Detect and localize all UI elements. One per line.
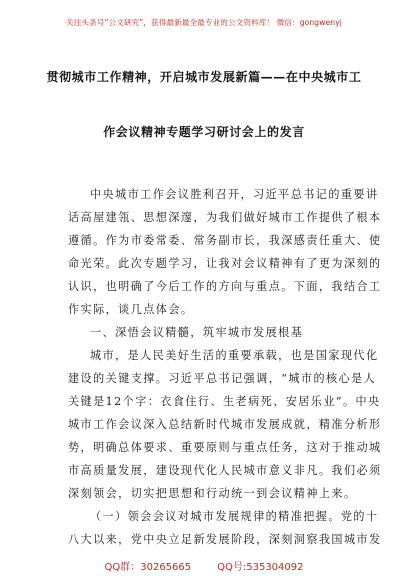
paragraph-line: 中央城市工作会议胜利召开，习近平总书记的重要讲 [90,188,379,201]
promo-text: 关注头条号“公文研究”，获得最新最全最专业的公文资料库！ 微信：gongwenyj [66,17,342,27]
paragraph-line: 深刻领会，切实把思想和行动统一到会议精神上来。 [68,487,357,500]
paragraph-line: 关键是12个字：衣食住行、生老病死、安居乐业”。中央 [68,395,381,408]
paragraph-line: 城市，是人民美好生活的重要承载，也是国家现代化 [90,349,379,362]
paragraph-line: 话高屋建瓴、思想深邃，为我们做好城市工作提供了根本 [68,211,382,224]
qq-group-text: QQ群：30265665 [104,562,192,573]
footer-banner [0,558,408,574]
document-title-line-2: 作会议精神专题学习研讨会上的发言 [103,125,305,139]
section-heading: 一、深悟会议精髓，筑牢城市发展根基 [90,326,304,339]
document-title-line-1: 贯彻城市工作精神，开启城市发展新篇——在中央城市工 [46,70,362,84]
document-body [68,183,382,551]
paragraph-line: 势，明确总体要求、重要原则与重点任务，这对于推动城 [68,441,382,454]
header-banner [0,0,408,44]
paragraph-line: 城市工作会议深入总结新时代城市发展成就，精准分析形 [68,418,382,431]
subsection-line: （一）领会会议对城市发展规律的精准把握。党的十 [90,510,379,523]
paragraph-line: 认识，也明确了今后工作的方向与重点。下面，我结合工 [68,280,382,293]
paragraph-line: 作实际，谈几点体会。 [68,303,194,316]
paragraph-line: 命光荣。此次专题学习，让我对会议精神有了更为深刻的 [68,257,382,270]
paragraph-line: 八大以来，党中央立足新发展阶段，深刻洞察我国城市发 [68,533,382,546]
qq-number-text: QQ号:535304092 [217,562,304,573]
paragraph-line: 建设的关键支撑。习近平总书记强调，“城市的核心是人 [68,372,377,385]
paragraph-line: 遵循。作为市委常委、常务副市长，我深感责任重大、使 [68,234,382,247]
paragraph-line: 市高质量发展，建设现代化人民城市意义非凡。我们必须 [68,464,382,477]
